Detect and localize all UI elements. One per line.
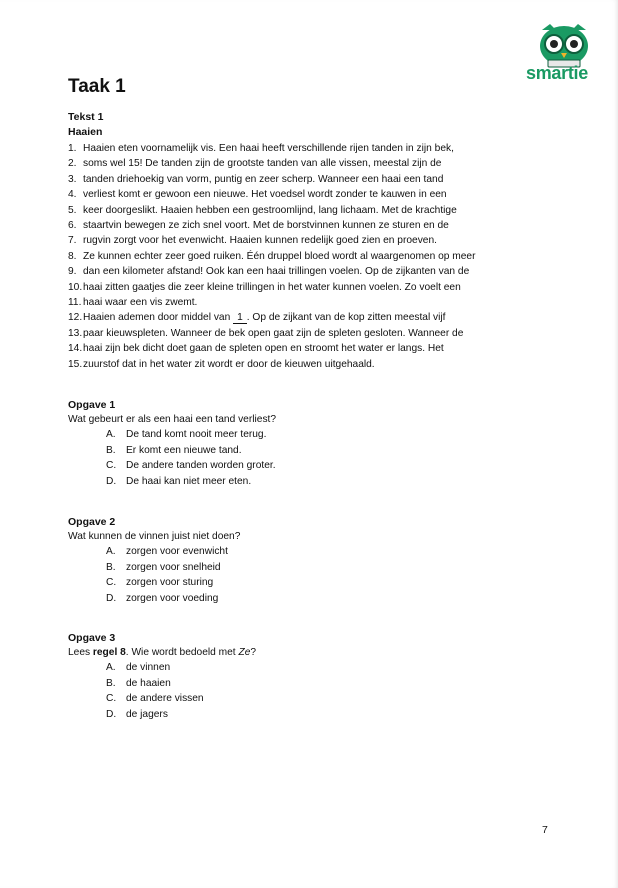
option-text: zorgen voor evenwicht — [126, 546, 228, 557]
answer-option — [106, 560, 240, 576]
line-text — [83, 310, 446, 325]
page-title: Taak 1 — [68, 76, 126, 97]
text-line — [68, 172, 475, 187]
text-line — [68, 187, 475, 202]
question-1-options — [106, 427, 276, 489]
option-letter: D. — [106, 708, 117, 720]
text-line — [68, 280, 475, 295]
option-letter: C. — [106, 577, 117, 588]
question-3-options — [106, 660, 256, 722]
answer-option — [106, 707, 256, 723]
answer-option — [106, 676, 256, 692]
line-number: 8. — [68, 250, 77, 262]
line-text: Ze kunnen echter zeer goed ruiken. Één druppel bloed wordt al waargenomen op meer — [83, 250, 476, 262]
question-1-text: Wat gebeurt er als een haai een tand verliest? — [68, 414, 277, 425]
option-letter: D. — [106, 592, 117, 604]
text-line — [68, 249, 475, 264]
option-text: zorgen voor voeding — [126, 592, 219, 604]
text-line — [68, 156, 475, 171]
option-letter: A. — [106, 662, 116, 673]
line-number: 2. — [68, 158, 77, 170]
option-text: de haaien — [126, 677, 171, 689]
option-letter: C. — [106, 693, 117, 704]
option-letter: B. — [106, 561, 116, 573]
line-number: 7. — [68, 235, 77, 247]
option-letter: D. — [106, 475, 117, 487]
page-number: 7 — [542, 824, 548, 836]
text-lines — [68, 141, 475, 372]
line-text: soms wel 15! De tanden zijn de grootste tanden van alle vissen, meestal zijn de — [83, 158, 442, 170]
answer-option — [106, 575, 240, 591]
answer-option — [106, 544, 240, 560]
line-text: tanden driehoekig van vorm, puntig en zeer scherp. Wanneer een haai een tand — [83, 173, 444, 185]
option-text: de vinnen — [126, 662, 171, 673]
option-text: zorgen voor sturing — [126, 577, 214, 588]
fill-in-blank: 1 — [233, 312, 247, 324]
question-3-label: Opgave 3 — [68, 632, 116, 644]
text-line — [68, 264, 475, 279]
line-text: paar kieuwspleten. Wanneer de bek open gaat zijn de spleten gesloten. Wanneer de — [83, 327, 464, 339]
line-number: 13. — [68, 327, 83, 339]
option-text: De andere tanden worden groter. — [126, 460, 276, 471]
text-line — [68, 310, 475, 325]
answer-option — [106, 458, 276, 474]
line-text: haai waar een vis zwemt. — [83, 297, 198, 309]
line-text: haai zitten gaatjes die zeer kleine trillingen in het water kunnen voelen. Zo voelt een — [83, 281, 461, 293]
line-text: keer doorgeslikt. Haaien hebben een gestroomlijnd, lang lichaam. Met de krachtige — [83, 204, 457, 216]
line-number: 12. — [68, 312, 83, 324]
line-number: 1. — [68, 143, 77, 154]
line-number: 15. — [68, 358, 83, 370]
answer-option — [106, 691, 256, 707]
line-text: verliest komt er gewoon een nieuwe. Het voedsel wordt zonder te kauwen in een — [83, 189, 447, 201]
text-line — [68, 203, 475, 218]
line-number: 9. — [68, 266, 77, 278]
text-line — [68, 341, 475, 356]
logo-text: smartie — [526, 63, 588, 83]
line-text: staartvin bewegen ze zich snel voort. Met de borstvinnen kunnen ze sturen en de — [83, 220, 449, 232]
line-number: 3. — [68, 173, 77, 185]
option-text: De tand komt nooit meer terug. — [126, 429, 267, 440]
option-text: De haai kan niet meer eten. — [126, 475, 252, 487]
line-text: Haaien eten voornamelijk vis. Een haai heeft verschillende rijen tanden in zijn bek, — [83, 143, 454, 154]
text-line — [68, 141, 475, 156]
line-number: 10. — [68, 281, 83, 293]
option-text: zorgen voor snelheid — [126, 561, 221, 573]
question-3-text: Lees regel 8. Wie wordt bedoeld met Ze? — [68, 647, 257, 658]
text-line — [68, 218, 475, 233]
line-text-part: . Op de zijkant van de kop zitten meestal vijf — [246, 312, 446, 324]
question-1-label: Opgave 1 — [68, 399, 116, 411]
line-text-part: Haaien ademen door middel van — [83, 312, 234, 324]
question-2 — [68, 515, 240, 606]
text-label: Tekst 1 — [68, 111, 104, 123]
option-letter: B. — [106, 677, 116, 689]
line-text: haai zijn bek dicht doet gaan de spleten open en stroomt het water er langs. Het — [83, 343, 444, 355]
line-number: 4. — [68, 189, 77, 201]
answer-option — [106, 427, 276, 443]
option-text: de andere vissen — [126, 693, 204, 704]
option-text: de jagers — [126, 708, 168, 720]
question-2-text: Wat kunnen de vinnen juist niet doen? — [68, 531, 241, 542]
line-text: dan een kilometer afstand! Ook kan een haai trillingen voelen. Op de zijkanten van de — [83, 266, 470, 278]
answer-option — [106, 660, 256, 676]
option-letter: A. — [106, 546, 116, 557]
text-line — [68, 233, 475, 248]
line-text: zuurstof dat in het water zit wordt er door de kieuwen uitgehaald. — [83, 358, 375, 370]
question-3 — [68, 631, 256, 722]
text-line — [68, 295, 475, 310]
line-number: 14. — [68, 343, 83, 355]
text-line — [68, 357, 475, 372]
option-letter: B. — [106, 444, 116, 456]
line-number: 6. — [68, 220, 77, 232]
option-text: Er komt een nieuwe tand. — [126, 444, 242, 456]
text-line — [68, 326, 475, 341]
text-title: Haaien — [68, 126, 103, 138]
line-number: 5. — [68, 204, 77, 216]
line-text: rugvin zorgt voor het evenwicht. Haaien kunnen redelijk goed zien en proeven. — [83, 235, 437, 247]
option-letter: C. — [106, 460, 117, 471]
question-2-options — [106, 544, 240, 606]
question-2-label: Opgave 2 — [68, 516, 116, 528]
answer-option — [106, 474, 276, 490]
answer-option — [106, 591, 240, 607]
question-1 — [68, 398, 276, 489]
answer-option — [106, 443, 276, 459]
line-number: 11. — [68, 297, 82, 309]
option-letter: A. — [106, 429, 116, 440]
